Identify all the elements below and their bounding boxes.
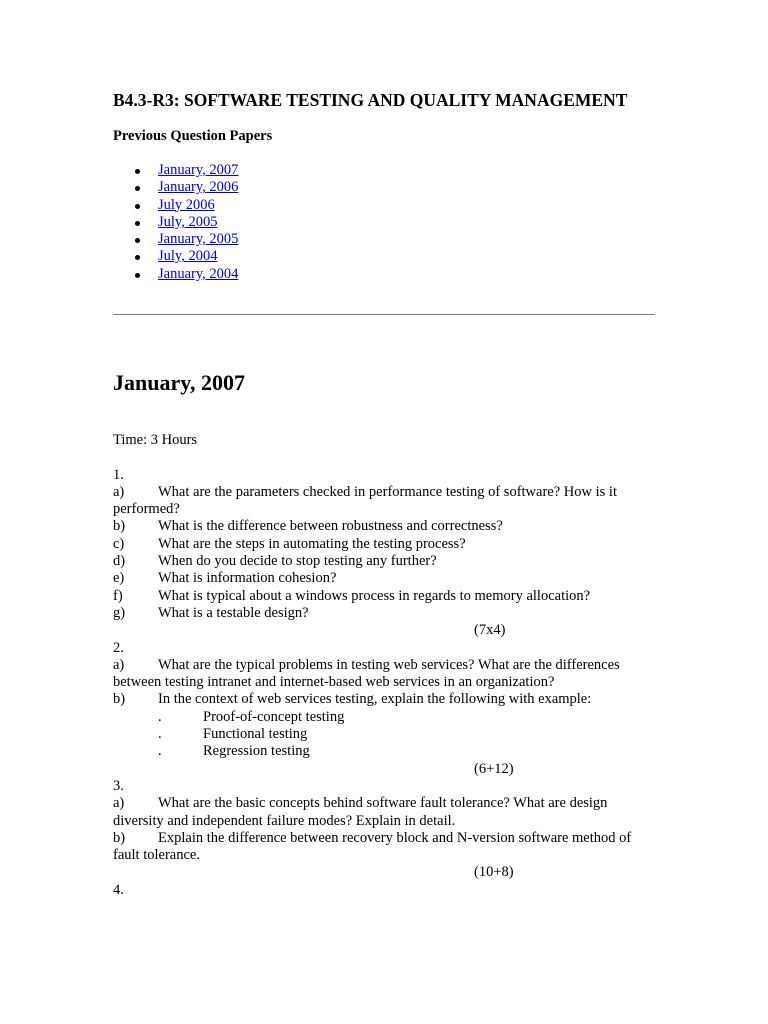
sub-bullet: .	[158, 743, 162, 760]
part-label: b)	[113, 829, 126, 846]
question-text-continued: fault tolerance.	[113, 847, 200, 864]
part-label: e)	[113, 570, 125, 587]
papers-list	[113, 162, 238, 283]
marks-allocation: (6+12)	[474, 760, 514, 777]
sub-bullet: .	[158, 726, 162, 743]
part-label: d)	[113, 553, 126, 570]
question-text-continued: performed?	[113, 501, 180, 518]
question-text: Explain the difference between recovery block and N-version software method of	[158, 829, 632, 846]
part-label: b)	[113, 691, 126, 708]
list-item	[113, 197, 238, 214]
paper-link-jul-2006[interactable]: July 2006	[158, 196, 215, 213]
list-item	[113, 214, 238, 231]
question-number: 1.	[113, 466, 124, 483]
question-number: 4.	[113, 881, 124, 898]
list-item	[113, 266, 238, 283]
question-text: In the context of web services testing, explain the following with example:	[158, 691, 592, 708]
question-text: When do you decide to stop testing any further?	[158, 553, 437, 570]
part-label: b)	[113, 518, 126, 535]
exam-time: Time: 3 Hours	[113, 432, 198, 448]
section-title: January, 2007	[113, 370, 246, 395]
question-text-continued: diversity and independent failure modes? Explain in detail.	[113, 812, 456, 829]
paper-link-jan-2005[interactable]: January, 2005	[158, 231, 239, 248]
list-item	[113, 231, 238, 248]
paper-link-jan-2004[interactable]: January, 2004	[158, 265, 239, 282]
paper-link-jan-2007[interactable]: January, 2007	[158, 162, 239, 178]
sub-item: Proof-of-concept testing	[203, 708, 345, 725]
question-text: What is typical about a windows process in regards to memory allocation?	[158, 587, 591, 604]
question-text: What are the steps in automating the testing process?	[158, 535, 466, 552]
list-item	[113, 162, 238, 179]
question-number: 3.	[113, 777, 124, 794]
question-text: What is a testable design?	[158, 604, 309, 621]
list-item	[113, 179, 238, 196]
question-text: What is the difference between robustness and correctness?	[158, 518, 503, 535]
part-label: f)	[113, 587, 123, 604]
part-label: a)	[113, 483, 125, 500]
marks-allocation: (7x4)	[474, 622, 506, 639]
papers-heading: Previous Question Papers	[113, 128, 273, 144]
sub-item: Functional testing	[203, 726, 308, 743]
question-text: What is information cohesion?	[158, 570, 337, 587]
paper-link-jan-2006[interactable]: January, 2006	[158, 179, 239, 196]
sub-bullet: .	[158, 708, 162, 725]
paper-link-jul-2005[interactable]: July, 2005	[158, 213, 218, 230]
question-text-continued: between testing intranet and internet-based web services in an organization?	[113, 674, 555, 691]
marks-allocation: (10+8)	[474, 864, 514, 881]
list-item	[113, 248, 238, 265]
question-text: What are the parameters checked in performance testing of software? How is it	[158, 483, 617, 500]
question-text: What are the basic concepts behind software fault tolerance? What are design	[158, 795, 608, 812]
paper-link-jul-2004[interactable]: July, 2004	[158, 248, 218, 265]
part-label: g)	[113, 604, 126, 621]
horizontal-divider	[113, 314, 655, 315]
question-text: What are the typical problems in testing web services? What are the differences	[158, 656, 620, 673]
part-label: c)	[113, 535, 125, 552]
page-title: B4.3-R3: SOFTWARE TESTING AND QUALITY MANAGEMENT	[113, 90, 628, 110]
question-paper-body	[113, 432, 658, 899]
question-number: 2.	[113, 639, 124, 656]
part-label: a)	[113, 795, 125, 812]
sub-item: Regression testing	[203, 743, 310, 760]
part-label: a)	[113, 656, 125, 673]
